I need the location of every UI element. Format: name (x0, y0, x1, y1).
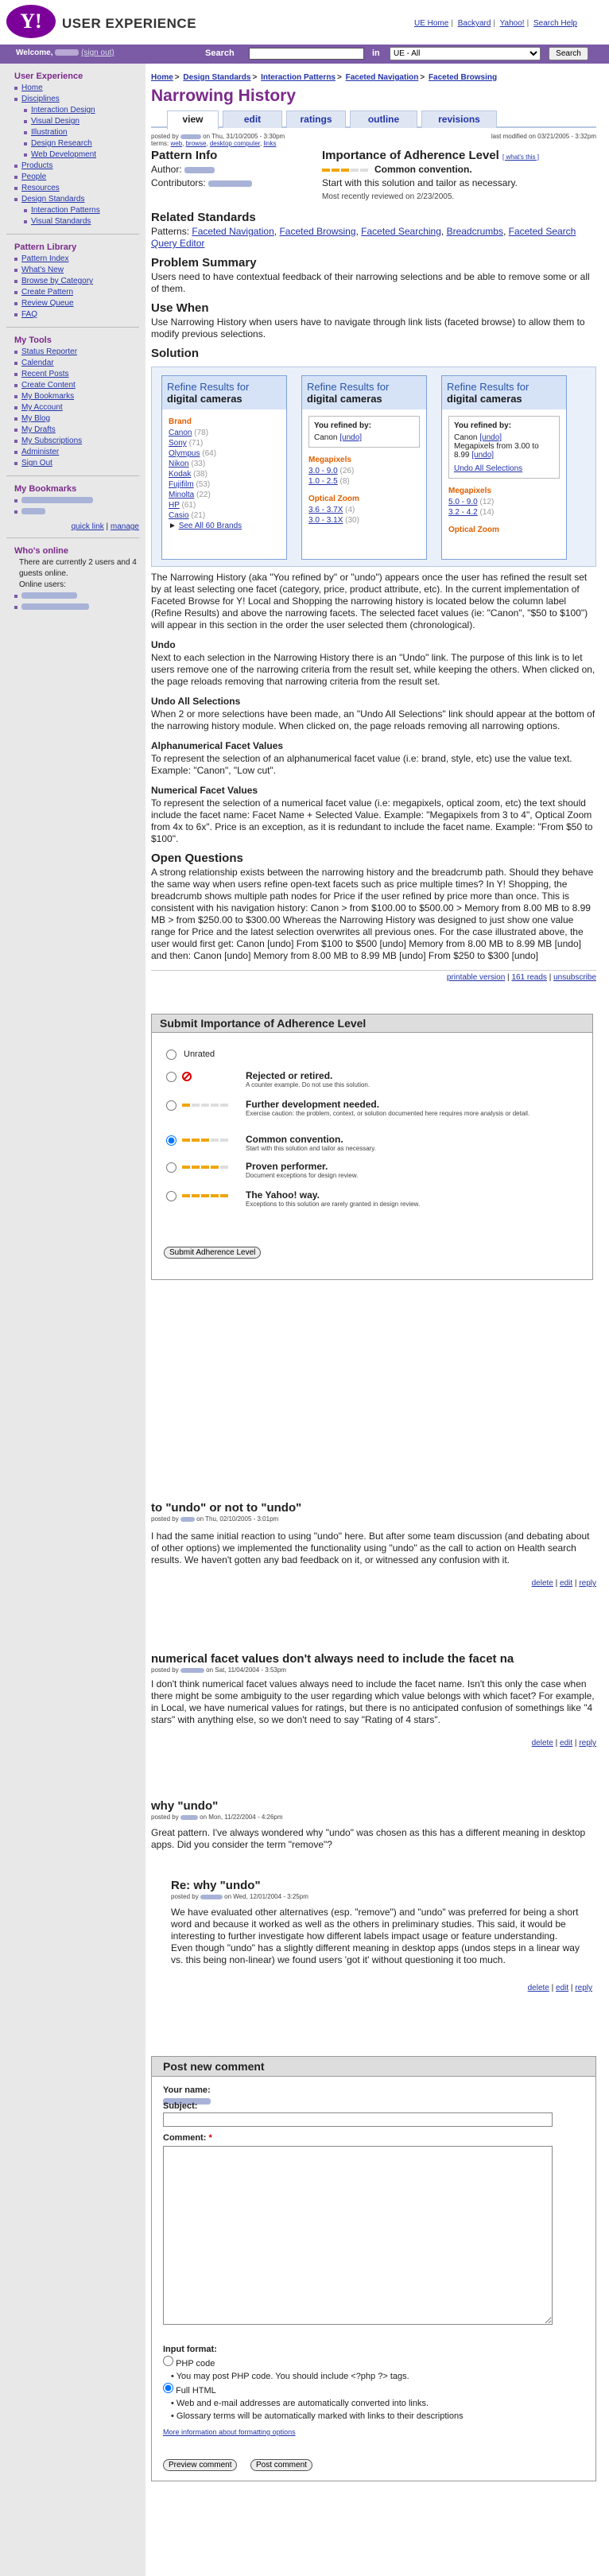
see-all-brands[interactable]: ► See All 60 Brands (169, 522, 242, 530)
solution-text: The Narrowing History (aka "You refined by" or "undo") appears once the user has refined the result set by at least selecting one facet (category, price, product attribute, etc). In the current implementation of Faceted Browse for Y! Local and Shopping the narrowing history is located below the column label (Refine Results) and above the narrowing facets. The selected facet values (ie: "Canon", "$50 to $100") will appear in this section in the order the user selected them (chronological). (151, 572, 588, 630)
comment-links: delete | edit | reply (531, 1739, 596, 1748)
rating-radio[interactable] (166, 1049, 176, 1060)
nav-products[interactable]: Products (14, 161, 139, 172)
html-note: • Glossary terms will be automatically marked with links to their descriptions (171, 2411, 464, 2421)
comment-meta: posted by on Thu, 02/10/2005 - 3:01pm (151, 1515, 279, 1523)
comment-body: We have evaluated other alternatives (esp. "remove") and "undo" was preferred for being a short word and because it worked as well as the others in preliminary studies. This said, it would be interesting to further investigate how different labels impact usage or feature understanding. Even though "undo" has a slightly different meaning in desktop apps (undos steps in a linear way vs. this being non-linear) we found users 'got it' without questioning it too much. (171, 1907, 580, 1965)
reviewed-date: Most recently reviewed on 2/23/2005. (322, 192, 455, 202)
ue-home-link[interactable]: UE Home (413, 19, 449, 28)
online-users-label: Online users: (19, 580, 66, 589)
facet-item[interactable]: Casio (21) (169, 511, 206, 520)
whats-this-link[interactable]: [ what's this ] (502, 153, 540, 161)
manage-link[interactable]: manage (110, 522, 139, 531)
numerical-text: To represent the selection of a numerical facet value (i.e: megapixels, optical zoom, etc) the text should include the facet name: Facet Name + Selected Value. Example: "Megapixels from 3 to 4", Optical Zoom from 4x to 6x". Price is an exception, as it is redundant to include the facet name. Example: "From $50 to $100". (151, 797, 593, 844)
facet-item[interactable]: Fujifilm (53) (169, 480, 211, 489)
edit-link[interactable]: edit (560, 1739, 573, 1748)
brand-label: Brand (169, 417, 192, 426)
nav-people[interactable]: People (14, 172, 139, 183)
narrowing-history: You refined by: Canon [undo] (308, 416, 420, 448)
comment (151, 1793, 596, 1851)
open-questions-text: A strong relationship exists between the narrowing history and the breadcrumb path. Should they behave the same way when users refine open-text facets such as price multiple times? In Y! Shopping, the breadcrumb shows multiple path nodes for Price if the user refined by price more than once. This is consistent with his navigation history: Canon > from $100.00 to $500.00 > Memory from 8.00 MB to 8.99 MB > from $250.00 to $300.00 Whereas the Narrowing History was designed to just show one value range for Price and the latest selection overwrites all previous ones. For the case illustrated above, the user would first get: Canon [undo] From $100 to $500 [undo] Memory from 8.00 MB to 8.99 MB [undo] and then: Canon [undo] Memory from 8.00 MB to 8.99 MB [undo] From $250 to $300 [undo] (151, 867, 594, 961)
facet-item[interactable]: 3.0 - 9.0 (26) (308, 467, 355, 475)
edit-link[interactable]: edit (556, 1984, 569, 1992)
comment-meta: posted by on Wed, 12/01/2004 - 3:25pm (171, 1893, 308, 1900)
delete-link[interactable]: delete (527, 1984, 549, 1992)
comment-title: numerical facet values don't always need to include the facet na (151, 1652, 514, 1666)
whos-online (14, 546, 139, 613)
main-content (151, 64, 596, 1280)
bookmarks-title: My Bookmarks (14, 484, 77, 494)
panel-header: Refine Results for digital cameras (302, 376, 426, 409)
delete-link[interactable]: delete (531, 1579, 553, 1588)
bookmark-item[interactable] (14, 495, 139, 506)
tool-my-blog[interactable]: My Blog (14, 413, 139, 425)
reads-count[interactable]: 161 reads (511, 973, 547, 982)
tool-my-account[interactable]: My Account (14, 402, 139, 413)
adherence-meter-icon (182, 1100, 230, 1110)
post-comment-button[interactable]: Post comment (250, 2459, 312, 2471)
related-patterns: Patterns: Faceted Navigation, Faceted Browsing, Faceted Searching, Breadcrumbs, Faceted Search Query Editor (151, 226, 576, 249)
comment-reply (171, 1872, 592, 1992)
nav-home[interactable]: Home (14, 83, 139, 94)
solution-heading: Solution (151, 347, 199, 360)
rating-radio[interactable] (166, 1072, 176, 1082)
tab-revisions[interactable]: revisions (421, 111, 497, 128)
tool-sign-out[interactable]: Sign Out (14, 458, 139, 469)
numerical-heading: Numerical Facet Values (151, 785, 258, 796)
tool-administer[interactable]: Administer (14, 447, 139, 458)
undo-all-link[interactable]: Undo All Selections (454, 464, 523, 473)
importance-level: Common convention. (322, 164, 596, 176)
subject-label: Subject: (163, 2101, 198, 2111)
comment-label: Comment: * (163, 2133, 212, 2143)
open-questions-heading: Open Questions (151, 852, 243, 865)
in-label: in (372, 48, 380, 58)
undo-text: Next to each selection in the Narrowing History there is an "Undo" link. The purpose of this link is to let users remove one of the narrowing criteria from the result set, while keeping the others. When clicked on, the page reloads removing that narrowing criteria from the result set. (151, 652, 595, 687)
tool-calendar[interactable]: Calendar (14, 358, 139, 369)
ux-nav (14, 72, 139, 235)
undo-link[interactable]: [undo] (479, 433, 502, 442)
nav-visual-design[interactable]: Visual Design (14, 116, 139, 127)
site-title: USER EXPERIENCE (62, 16, 197, 31)
your-name-label: Your name: (163, 2085, 211, 2095)
comment-meta: posted by on Mon, 11/22/2004 - 4:26pm (151, 1814, 283, 1821)
alpha-heading: Alphanumerical Facet Values (151, 740, 284, 751)
comment-title: to "undo" or not to "undo" (151, 1501, 302, 1515)
nav-visual-standards[interactable]: Visual Standards (14, 216, 139, 227)
facet-item[interactable]: 1.0 - 2.5 (8) (308, 477, 350, 486)
importance-desc: Start with this solution and tailor as necessary. (322, 177, 518, 189)
term-link[interactable]: browse (185, 140, 207, 147)
pl-create-pattern[interactable]: Create Pattern (14, 287, 139, 298)
quick-link[interactable]: quick link (71, 522, 104, 531)
crumb-faceted-browsing[interactable]: Faceted Browsing (428, 73, 498, 82)
optical-zoom-label: Optical Zoom (448, 526, 499, 534)
tool-my-drafts[interactable]: My Drafts (14, 425, 139, 436)
facet-item[interactable]: 3.0 - 3.1X (30) (308, 516, 359, 525)
nav-interaction-design[interactable]: Interaction Design (14, 105, 139, 116)
adherence-meter-icon (322, 164, 370, 176)
page-title: Narrowing History (151, 87, 297, 105)
related-link[interactable]: Faceted Browsing (279, 226, 356, 237)
comment-body: I don't think numerical facet values always need to include the facet name. Isn't this only the case when there might be some ambiguity to the user regarding which value belongs with which facet? For example, in Local, we have numerical values for ratings, but there is no anticipated confusion of somethings like "4 stars" with anything else, so we don't need to say "Rating of 4 stars". (151, 1678, 595, 1725)
input-format: Input format: PHP code • You may post PHP code. You should include <?php ?> tags. Full HTML • Web and e-mail addresses are automatically converted into links. • Glossary terms will be automatically marked with links to their descriptions More information about formatting options (163, 2345, 464, 2436)
related-link[interactable]: Faceted Searching (361, 226, 441, 237)
tab-view[interactable]: view (167, 111, 219, 130)
adherence-meter-icon (182, 1135, 230, 1145)
printable-version-link[interactable]: printable version (446, 973, 506, 982)
nav-interaction-patterns[interactable]: Interaction Patterns (14, 205, 139, 216)
comment-body: Great pattern. I've always wondered why "undo" was chosen as this has a different meaning in desktop apps. Did you consider the term "remove"? (151, 1827, 586, 1850)
refine-panel-2 (301, 375, 427, 560)
online-user[interactable] (14, 602, 139, 613)
panel-header: Refine Results for digital cameras (162, 376, 286, 409)
pl-pattern-index[interactable]: Pattern Index (14, 254, 139, 265)
megapixels-label: Megapixels (308, 456, 351, 464)
facet-item[interactable]: Olympus (64) (169, 449, 217, 458)
facet-item[interactable]: 3.2 - 4.2 (14) (448, 508, 495, 517)
formatting-options-link[interactable]: More information about formatting options (163, 2428, 296, 2436)
yahoo-link[interactable]: Yahoo! (499, 19, 525, 28)
comment (151, 1495, 596, 1588)
delete-link[interactable]: delete (531, 1739, 553, 1748)
use-when-text: Use Narrowing History when users have to navigate through link lists (faceted browse) to allow them to modify previous selections. (151, 316, 585, 339)
comment-textarea[interactable] (163, 2146, 553, 2325)
refine-panel-1 (161, 375, 287, 560)
crumb-design-standards[interactable]: Design Standards (183, 73, 251, 82)
search-button[interactable]: Search (549, 47, 588, 60)
adherence-meter-icon (182, 1162, 230, 1172)
tool-my-bookmarks[interactable]: My Bookmarks (14, 391, 139, 402)
related-heading: Related Standards (151, 211, 256, 224)
pl-faq[interactable]: FAQ (14, 309, 139, 320)
tool-recent-posts[interactable]: Recent Posts (14, 369, 139, 380)
undo-link[interactable]: [undo] (339, 433, 363, 442)
related-link[interactable]: Faceted Search Query Editor (151, 226, 576, 249)
yahoo-logo[interactable]: Y! (6, 5, 56, 38)
rating-radio[interactable] (166, 1162, 176, 1173)
format-radio[interactable] (163, 2383, 173, 2393)
facet-item[interactable]: 3.6 - 3.7X (4) (308, 506, 355, 514)
crumb-faceted-navigation[interactable]: Faceted Navigation (345, 73, 419, 82)
reply-link[interactable]: reply (579, 1739, 596, 1748)
panel-header: Refine Results for digital cameras (442, 376, 566, 409)
tab-edit[interactable]: edit (223, 111, 282, 128)
ux-nav-title: User Experience (14, 72, 83, 81)
bookmark-item[interactable] (14, 506, 139, 518)
top-links: UE Home | Backyard | Yahoo! | Search Help (413, 19, 577, 28)
megapixels-label: Megapixels (448, 487, 491, 495)
problem-heading: Problem Summary (151, 256, 257, 270)
use-when-heading: Use When (151, 301, 209, 315)
new-comment-form (151, 2056, 596, 2481)
no-entry-icon (182, 1072, 230, 1084)
php-note: • You may post PHP code. You should include <?php ?> tags. (171, 2372, 409, 2381)
alpha-text: To represent the selection of an alphanumerical facet value (i.e: brand, style, etc) use the value text. Example: "Canon", "Low cut". (151, 753, 572, 776)
rating-radio[interactable] (166, 1100, 176, 1111)
format-radio[interactable] (163, 2356, 173, 2366)
nav-design-research[interactable]: Design Research (14, 138, 139, 149)
comment-meta: posted by on Sat, 11/04/2004 - 3:53pm (151, 1666, 286, 1674)
facet-item[interactable]: Kodak (38) (169, 470, 208, 479)
tool-create-content[interactable]: Create Content (14, 380, 139, 391)
posted-by: posted by on Thu, 31/10/2005 - 3:30pm (151, 133, 285, 140)
nav-web-development[interactable]: Web Development (14, 149, 139, 161)
nav-design-standards[interactable]: Design Standards (14, 194, 139, 205)
rating-radio[interactable] (166, 1191, 176, 1201)
tab-ratings[interactable]: ratings (286, 111, 346, 128)
html-note: • Web and e-mail addresses are automatically converted into links. (171, 2399, 429, 2408)
undo-link[interactable]: [undo] (471, 451, 495, 460)
solution-illustration (151, 367, 596, 567)
reply-link[interactable]: reply (579, 1579, 596, 1588)
pl-review-queue[interactable]: Review Queue (14, 298, 139, 309)
welcome-text: Welcome, (sign out) (16, 48, 114, 57)
term-link[interactable]: links (263, 140, 277, 147)
pattern-info-heading: Pattern Info (151, 149, 218, 162)
pl-whats-new[interactable]: What's New (14, 265, 139, 276)
optical-zoom-label: Optical Zoom (308, 495, 359, 503)
info-columns (151, 149, 596, 204)
backyard-link[interactable]: Backyard (457, 19, 491, 28)
unsubscribe-link[interactable]: unsubscribe (553, 973, 596, 982)
undo-all-text: When 2 or more selections have been made, an "Undo All Selections" link should appear at the bottom of the narrowing history module. When clicked on, the page reloads removing all narrowing options. (151, 708, 595, 731)
contributors-line: Contributors: (151, 177, 596, 189)
preview-comment-button[interactable]: Preview comment (163, 2459, 237, 2471)
comment-title: why "undo" (151, 1799, 219, 1813)
bookmarks-actions: quick link | manage (71, 522, 139, 531)
submit-adherence-button[interactable]: Submit Adherence Level (164, 1247, 261, 1259)
crumb-home[interactable]: Home (151, 73, 173, 82)
breadcrumb: Home > Design Standards > Interaction Patterns > Faceted Navigation > Faceted Browsing (151, 73, 498, 82)
author-line: Author: (151, 164, 596, 176)
facet-item[interactable]: Canon (78) (169, 429, 209, 437)
sidebar (0, 64, 145, 2576)
format-html-option[interactable]: Full HTML (163, 2383, 464, 2397)
search-scope-select[interactable] (390, 47, 541, 60)
tool-status-reporter[interactable]: Status Reporter (14, 347, 139, 358)
comment-links: delete | edit | reply (531, 1579, 596, 1588)
reply-link[interactable]: reply (575, 1984, 592, 1992)
new-comment-heading: Post new comment (152, 2057, 595, 2077)
narrowing-history: You refined by: Canon [undo] Megapixels from 3.00 to 8.99 [undo] Undo All Selections (448, 416, 560, 479)
username-blur (55, 49, 79, 56)
page-links: printable version | 161 reads | unsubscribe (446, 973, 596, 982)
online-user[interactable] (14, 591, 139, 602)
nav-disciplines[interactable]: Disciplines (14, 94, 139, 105)
whos-online-count: There are currently 2 users and 4 guests online. (19, 558, 137, 578)
subject-input[interactable] (163, 2112, 553, 2127)
nav-illustration[interactable]: Illustration (14, 127, 139, 138)
facet-item[interactable]: Nikon (33) (169, 460, 206, 468)
post-info (151, 133, 596, 149)
my-tools-title: My Tools (14, 336, 52, 345)
importance-heading: Importance of Adherence Level [ what's this ] (322, 149, 540, 162)
search-input[interactable] (249, 48, 364, 60)
search-label: Search (205, 48, 235, 58)
undo-all-heading: Undo All Selections (151, 696, 241, 707)
comment (151, 1646, 596, 1748)
facet-item[interactable]: Minolta (22) (169, 491, 211, 499)
adherence-meter-icon (182, 1191, 230, 1201)
importance-box (322, 149, 596, 203)
term-link[interactable]: web (170, 140, 183, 147)
crumb-interaction-patterns[interactable]: Interaction Patterns (261, 73, 336, 82)
related-link[interactable]: Faceted Navigation (192, 226, 274, 237)
tool-my-subscriptions[interactable]: My Subscriptions (14, 436, 139, 447)
problem-text: Users need to have contextual feedback of their narrowing selections and be able to remove some or all of them. (151, 271, 590, 294)
refine-panel-3 (441, 375, 567, 560)
search-bar (0, 45, 609, 64)
format-php-option[interactable]: PHP code (163, 2356, 464, 2370)
undo-heading: Undo (151, 639, 176, 650)
last-modified: last modified on 03/21/2005 - 3:32pm (491, 133, 596, 140)
header (0, 0, 609, 45)
comment-body: I had the same initial reaction to using "undo" here. But after some team discussion (and debating about of other options) we implemented the functionality using "undo" as the call to action on Health search results. We haven't gotten any bad feedback on it, or witnessed any confusion with it. (151, 1530, 590, 1565)
search-help-link[interactable]: Search Help (533, 19, 577, 28)
tab-outline[interactable]: outline (350, 111, 417, 128)
comment-title: Re: why "undo" (171, 1879, 261, 1892)
sign-out-link[interactable]: (sign out) (81, 48, 114, 57)
bookmarks-nav (14, 484, 139, 538)
edit-link[interactable]: edit (560, 1579, 573, 1588)
rating-heading: Submit Importance of Adherence Level (152, 1014, 592, 1033)
post-terms: terms: web, browse, desktop computer, links (151, 140, 277, 147)
rating-radio[interactable] (166, 1135, 176, 1146)
term-link[interactable]: desktop computer (209, 140, 261, 147)
facet-item[interactable]: HP (61) (169, 501, 196, 510)
adherence-rating-form: Submit Importance of Adherence Level Unrated Rejected or retired. A counter example. Do not use this solution. Further development needed. Exercise caution: the problem, context, or solution documented here requires more analysis or detail. Common convention. Start with this solution and tailor as necessary. Proven performer. Document exceptions for design review. The Yahoo! way. Exceptions to this solution are rarely granted in design review. Submit Adherence Level (151, 1014, 593, 1280)
pattern-library-title: Pattern Library (14, 242, 77, 252)
related-link[interactable]: Breadcrumbs (446, 226, 503, 237)
facet-item[interactable]: 5.0 - 9.0 (12) (448, 498, 495, 506)
comment-links: delete | edit | reply (527, 1984, 592, 1992)
pattern-library-nav (14, 242, 139, 328)
whos-online-title: Who's online (14, 546, 68, 556)
facet-item[interactable]: Sony (71) (169, 439, 204, 448)
pl-browse-by-category[interactable]: Browse by Category (14, 276, 139, 287)
my-tools-nav (14, 336, 139, 476)
nav-resources[interactable]: Resources (14, 183, 139, 194)
tab-bar (151, 111, 596, 128)
